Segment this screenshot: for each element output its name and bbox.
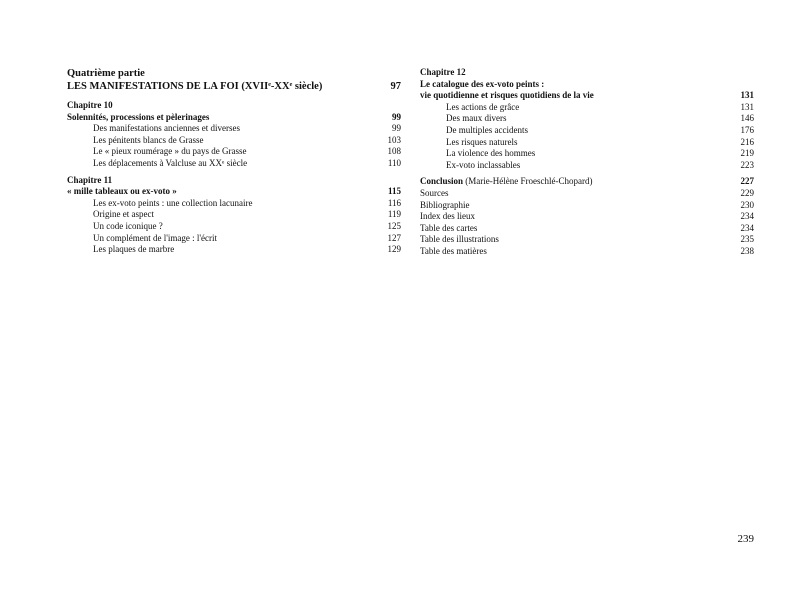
toc-entry: Des manifestations anciennes et diverses 99 (93, 123, 401, 134)
toc-entry: Table des matières 238 (420, 245, 754, 256)
chapter-10-label: Chapitre 10 (67, 100, 113, 110)
toc-entry: Les déplacements à Valcluse au XXᵉ siècle 110 (93, 157, 401, 168)
conclusion-row (420, 176, 754, 188)
toc-entry: Le « pieux roumérage » du pays de Grasse 108 (93, 146, 401, 157)
toc-entry: Les pénitents blancs de Grasse 103 (93, 134, 401, 145)
left-column (67, 67, 401, 256)
toc-entry: Table des illustrations 235 (420, 234, 754, 245)
toc-entry: Bibliographie 230 (420, 199, 754, 210)
right-column (420, 67, 754, 258)
toc-entry: Ex-voto inclassables 223 (446, 159, 754, 170)
part-title-row (67, 80, 401, 93)
part-label: Quatrième partie (67, 68, 145, 79)
toc-entry: Origine et aspect 119 (93, 209, 401, 220)
part-title: LES MANIFESTATIONS DE LA FOI (XVIIᵉ-XXᵉ siècle) (67, 81, 323, 92)
chapter-11-page: 115 (387, 186, 401, 197)
toc-entry: Un code iconique ? 125 (93, 220, 401, 231)
toc-entry: Des maux divers 146 (446, 113, 754, 124)
conclusion-label: Conclusion (420, 176, 464, 187)
conclusion-author: (Marie-Hélène Froeschlé-Chopard) (463, 176, 593, 187)
toc-entry: Sources 229 (420, 187, 754, 198)
conclusion-page: 227 (740, 176, 754, 187)
toc-entry: Table des cartes 234 (420, 222, 754, 233)
chapter-11-label: Chapitre 11 (67, 174, 113, 185)
chapter-11-title-row (67, 186, 401, 198)
chapter-10-title-row (67, 112, 401, 124)
toc-entry: Les plaques de marbre 129 (93, 244, 401, 255)
toc-entry: De multiples accidents 176 (446, 124, 754, 135)
toc-entry: Les actions de grâce 131 (446, 101, 754, 112)
chapter-12-title-line1: Le catalogue des ex-voto peints : (420, 78, 545, 89)
toc-entry: La violence des hommes 219 (446, 148, 754, 159)
chapter-12-label: Chapitre 12 (420, 67, 466, 77)
toc-entry: Index des lieux 234 (420, 211, 754, 222)
chapter-10-title: Solennités, processions et pèlerinages (67, 111, 210, 122)
toc-entry: Les risques naturels 216 (446, 136, 754, 147)
toc-entry: Un complément de l'image : l'écrit 127 (93, 232, 401, 243)
page-number: 239 (737, 533, 754, 545)
part-page: 97 (390, 81, 401, 92)
chapter-12-title-row (420, 90, 754, 102)
chapter-11-title: « mille tableaux ou ex-voto » (67, 186, 177, 197)
chapter-12-title: vie quotidienne et risques quotidiens de la vie (420, 90, 594, 101)
toc-entry: Les ex-voto peints : une collection lacunaire 116 (93, 197, 401, 208)
chapter-12-page: 131 (740, 90, 754, 101)
chapter-10-page: 99 (392, 111, 401, 122)
